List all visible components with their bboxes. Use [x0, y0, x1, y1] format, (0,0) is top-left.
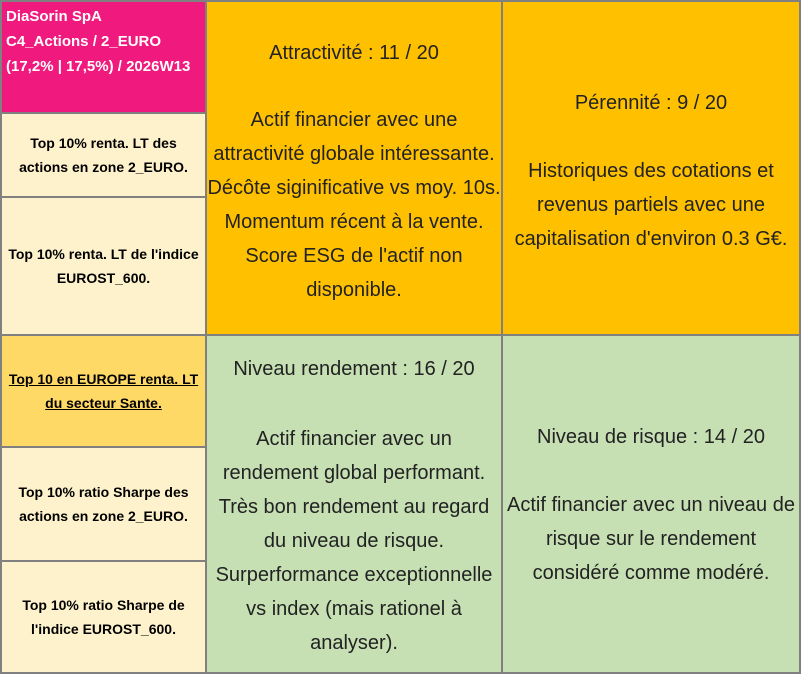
badge-sharpe-index	[0, 560, 207, 674]
badge-sharpe-zone	[0, 446, 207, 562]
asset-stats: (17,2% | 17,5%) / 2026W13	[6, 58, 191, 75]
attractivite-text	[207, 103, 501, 307]
badge-renta-zone	[0, 112, 207, 198]
attractivite-line: Actif financier avec une	[250, 109, 458, 131]
rendement-line: Actif financier avec un	[256, 428, 452, 450]
badge-sharpe-index-label: Top 10% ratio Sharpe de l'indice EUROST_600.	[22, 597, 185, 637]
risque-line: considéré comme modéré.	[532, 562, 770, 584]
rendement-title: Niveau rendement : 16 / 20	[233, 358, 475, 380]
panel-perennite	[501, 0, 801, 336]
risque-line: Actif financier avec un niveau de	[507, 494, 795, 516]
badge-renta-index	[0, 196, 207, 336]
attractivite-line: Décôte siginificative vs moy. 10s.	[207, 177, 501, 199]
asset-header	[0, 0, 207, 114]
badge-renta-zone-label: Top 10% renta. LT des actions en zone 2_EURO.	[19, 135, 188, 175]
panel-rendement	[205, 334, 503, 674]
perennite-text	[503, 154, 799, 256]
perennite-title: Pérennité : 9 / 20	[574, 92, 728, 114]
rendement-line: du niveau de risque.	[263, 530, 445, 552]
rendement-line: Surperformance exceptionnelle	[215, 564, 493, 586]
risque-text	[503, 488, 799, 590]
rendement-line: rendement global performant.	[222, 462, 486, 484]
company-name: DiaSorin SpA	[6, 8, 102, 25]
perennite-line: Historiques des cotations et	[528, 160, 774, 182]
badge-sector-rank	[0, 334, 207, 448]
attractivite-line: Momentum récent à la vente.	[224, 211, 484, 233]
attractivite-title: Attractivité : 11 / 20	[269, 42, 439, 64]
badge-sector-rank-label: Top 10 en EUROPE renta. LT du secteur Sante.	[8, 371, 199, 411]
attractivite-line: disponible.	[306, 279, 402, 301]
attractivite-line: Score ESG de l'actif non	[245, 245, 463, 267]
panel-risque	[501, 334, 801, 674]
rendement-line: analyser).	[310, 632, 398, 654]
attractivite-line: attractivité globale intéressante.	[213, 143, 495, 165]
panel-attractivite	[205, 0, 503, 336]
perennite-line: capitalisation d'environ 0.3 G€.	[514, 228, 788, 250]
badge-renta-index-label: Top 10% renta. LT de l'indice EUROST_600.	[8, 246, 199, 286]
asset-category: C4_Actions / 2_EURO	[6, 33, 162, 50]
risque-line: risque sur le rendement	[545, 528, 757, 550]
perennite-line: revenus partiels avec une	[537, 194, 765, 216]
rendement-line: vs index (mais rationel à	[246, 598, 462, 620]
rendement-text	[207, 422, 501, 660]
risque-title: Niveau de risque : 14 / 20	[537, 426, 765, 448]
rendement-line: Très bon rendement au regard	[218, 496, 490, 518]
badge-sharpe-zone-label: Top 10% ratio Sharpe des actions en zone 2_EURO.	[18, 484, 189, 524]
